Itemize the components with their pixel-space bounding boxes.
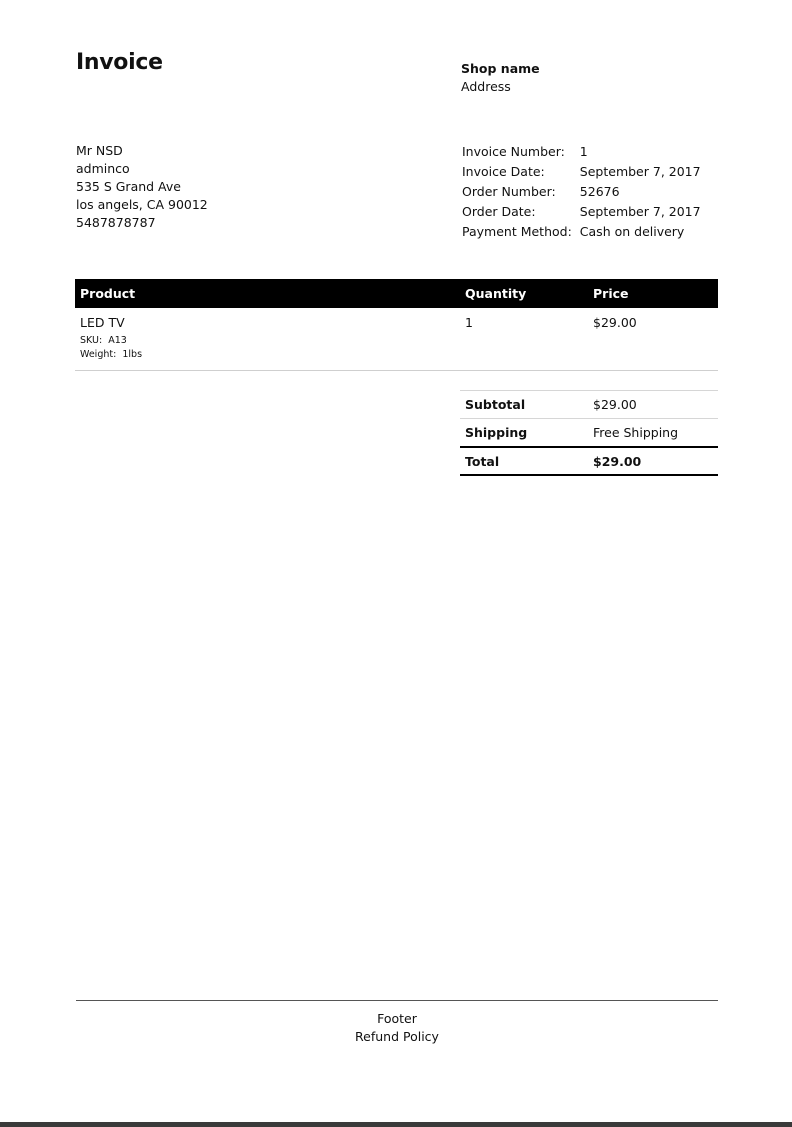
order-data-label: Invoice Number: — [462, 144, 565, 159]
order-data-value: 52676 — [579, 184, 620, 199]
product-name: LED TV — [80, 315, 125, 330]
item-meta — [80, 334, 455, 362]
billing-line: 5487878787 — [76, 215, 156, 230]
sku-label: SKU: — [80, 335, 103, 346]
order-data-value: Cash on delivery — [579, 224, 685, 239]
footer-text: Footer — [377, 1011, 417, 1026]
order-data-value: September 7, 2017 — [579, 164, 701, 179]
weight-label: Weight: — [80, 349, 117, 360]
order-data-label: Payment Method: — [462, 224, 572, 239]
order-data-label: Order Number: — [462, 184, 556, 199]
quantity-column-header: Quantity — [460, 279, 588, 308]
order-data-row — [462, 163, 701, 183]
order-data-row — [462, 143, 701, 163]
order-data-label: Order Date: — [462, 204, 536, 219]
table-row — [75, 308, 718, 371]
weight-value: 1lbs — [122, 349, 143, 360]
refund-policy: Refund Policy — [355, 1029, 439, 1044]
price-cell: $29.00 — [588, 308, 718, 371]
subtotal-row — [460, 391, 718, 419]
totals-value: $29.00 — [588, 447, 718, 475]
footer-divider — [76, 1000, 718, 1001]
bottom-scrollbar-edge — [0, 1122, 792, 1127]
order-data-row — [462, 203, 701, 223]
order-data-value: September 7, 2017 — [579, 204, 701, 219]
order-data-table — [462, 143, 701, 243]
sku-value: A13 — [108, 335, 127, 346]
billing-line: Mr NSD — [76, 143, 123, 158]
order-data-label: Invoice Date: — [462, 164, 545, 179]
shop-name: Shop name — [461, 61, 540, 76]
totals-label: Total — [460, 447, 588, 475]
price-column-header: Price — [588, 279, 718, 308]
products-header-row — [75, 279, 718, 308]
product-column-header: Product — [75, 279, 460, 308]
order-data-row — [462, 183, 701, 203]
quantity-cell: 1 — [460, 308, 588, 371]
billing-line: los angels, CA 90012 — [76, 197, 208, 212]
billing-line: adminco — [76, 161, 130, 176]
totals-label: Subtotal — [460, 391, 588, 419]
shop-address: Address — [461, 79, 511, 94]
product-cell — [75, 308, 460, 371]
sku-line — [80, 334, 455, 348]
totals-value: Free Shipping — [588, 419, 718, 448]
weight-line — [80, 348, 455, 362]
invoice-title: Invoice — [76, 50, 163, 75]
shop-info — [461, 60, 540, 96]
totals-label: Shipping — [460, 419, 588, 448]
order-data-row — [462, 223, 701, 243]
totals-table — [460, 390, 718, 476]
billing-line: 535 S Grand Ave — [76, 179, 181, 194]
order-data-value: 1 — [579, 144, 588, 159]
footer — [76, 1010, 718, 1046]
shipping-row — [460, 419, 718, 448]
billing-address — [76, 142, 208, 232]
totals-value: $29.00 — [588, 391, 718, 419]
total-row — [460, 447, 718, 475]
products-table — [75, 279, 718, 371]
